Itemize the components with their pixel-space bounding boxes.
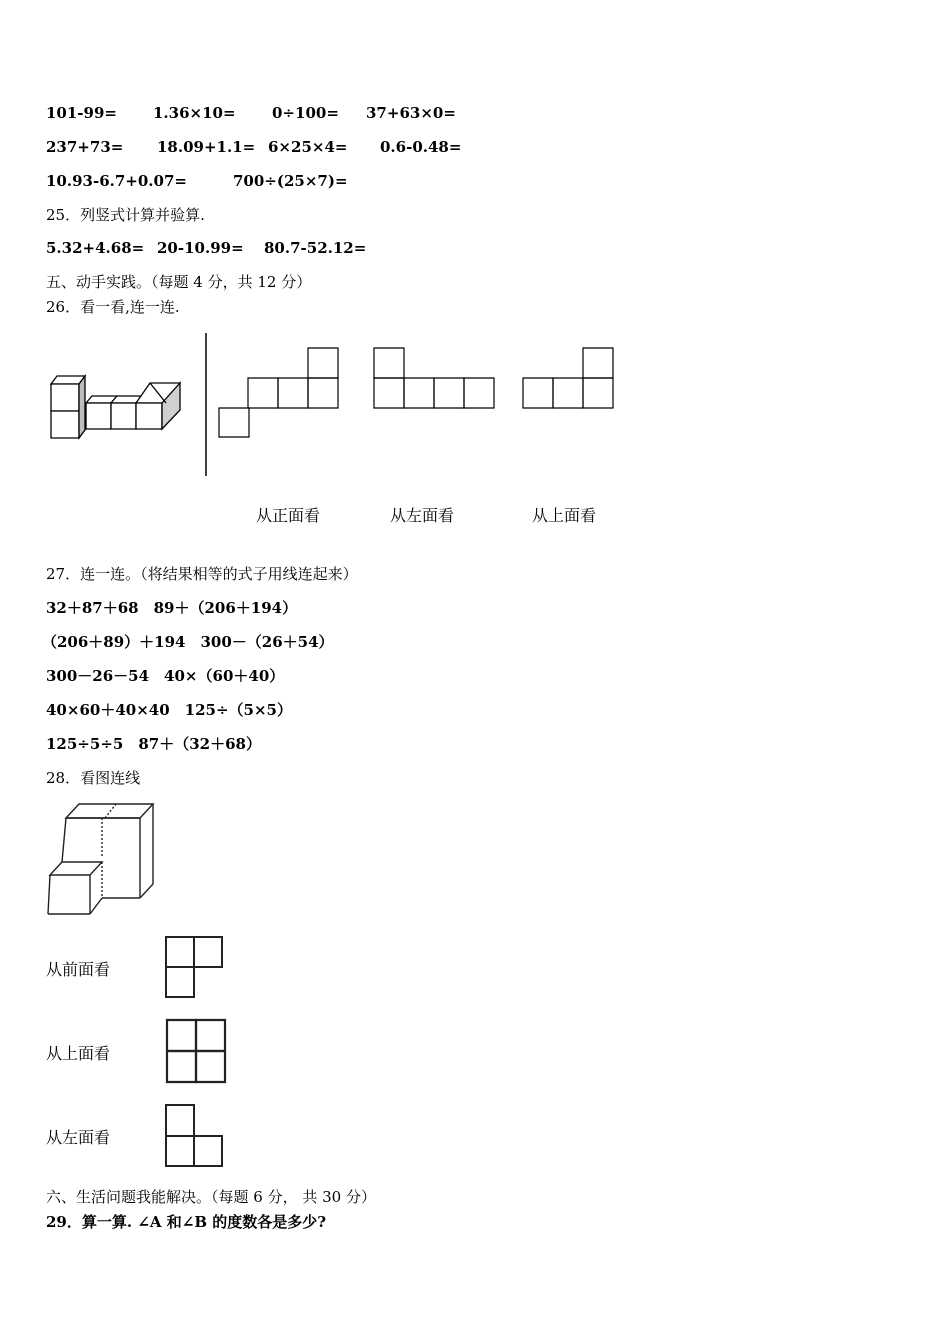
- calc-item: 20-10.99=: [157, 239, 244, 257]
- view-label-front: 从正面看: [256, 506, 321, 525]
- view-label-top: 从上面看: [532, 506, 597, 525]
- view-label-front: 从前面看: [46, 960, 111, 979]
- section-6-heading: 六、生活问题我能解决。（每题 6 分， 共 30 分）: [46, 1188, 376, 1206]
- calc-item: 37+63×0=: [366, 104, 456, 122]
- calc-item: 101-99=: [46, 104, 117, 122]
- calc-item: 1.36×10=: [153, 104, 236, 122]
- view-label-left: 从左面看: [46, 1128, 111, 1147]
- view-label-left: 从左面看: [390, 506, 455, 525]
- question-29-title: 29．算一算. ∠A 和∠B 的度数各是多少?: [46, 1213, 327, 1231]
- calc-item: 80.7-52.12=: [264, 239, 367, 257]
- expression-row: 125÷5÷5 87＋（32＋68）: [46, 735, 261, 753]
- expression-row: （206＋89）＋194 300－（26＋54）: [42, 633, 334, 651]
- section-5-heading: 五、动手实践。（每题 4 分，共 12 分）: [46, 273, 312, 291]
- calc-item: 10.93-6.7+0.07=: [46, 172, 187, 190]
- calc-item: 0.6-0.48=: [380, 138, 462, 156]
- calc-item: 0÷100=: [272, 104, 339, 122]
- calc-item: 700÷(25×7)=: [233, 172, 348, 190]
- calc-item: 237+73=: [46, 138, 124, 156]
- expression-row: 300－26－54 40×（60＋40）: [46, 667, 285, 685]
- calc-item: 5.32+4.68=: [46, 239, 145, 257]
- question-26-title: 26．看一看,连一连.: [46, 298, 180, 316]
- expression-row: 32＋87＋68 89＋（206＋194）: [46, 599, 298, 617]
- calc-item: 18.09+1.1=: [157, 138, 256, 156]
- expression-row: 40×60＋40×40 125÷（5×5）: [46, 701, 292, 719]
- calc-item: 6×25×4=: [268, 138, 348, 156]
- question-28-title: 28．看图连线: [46, 769, 141, 787]
- question-25-title: 25．列竖式计算并验算.: [46, 206, 205, 224]
- question-27-title: 27．连一连。（将结果相等的式子用线连起来）: [46, 565, 358, 583]
- view-label-top: 从上面看: [46, 1044, 111, 1063]
